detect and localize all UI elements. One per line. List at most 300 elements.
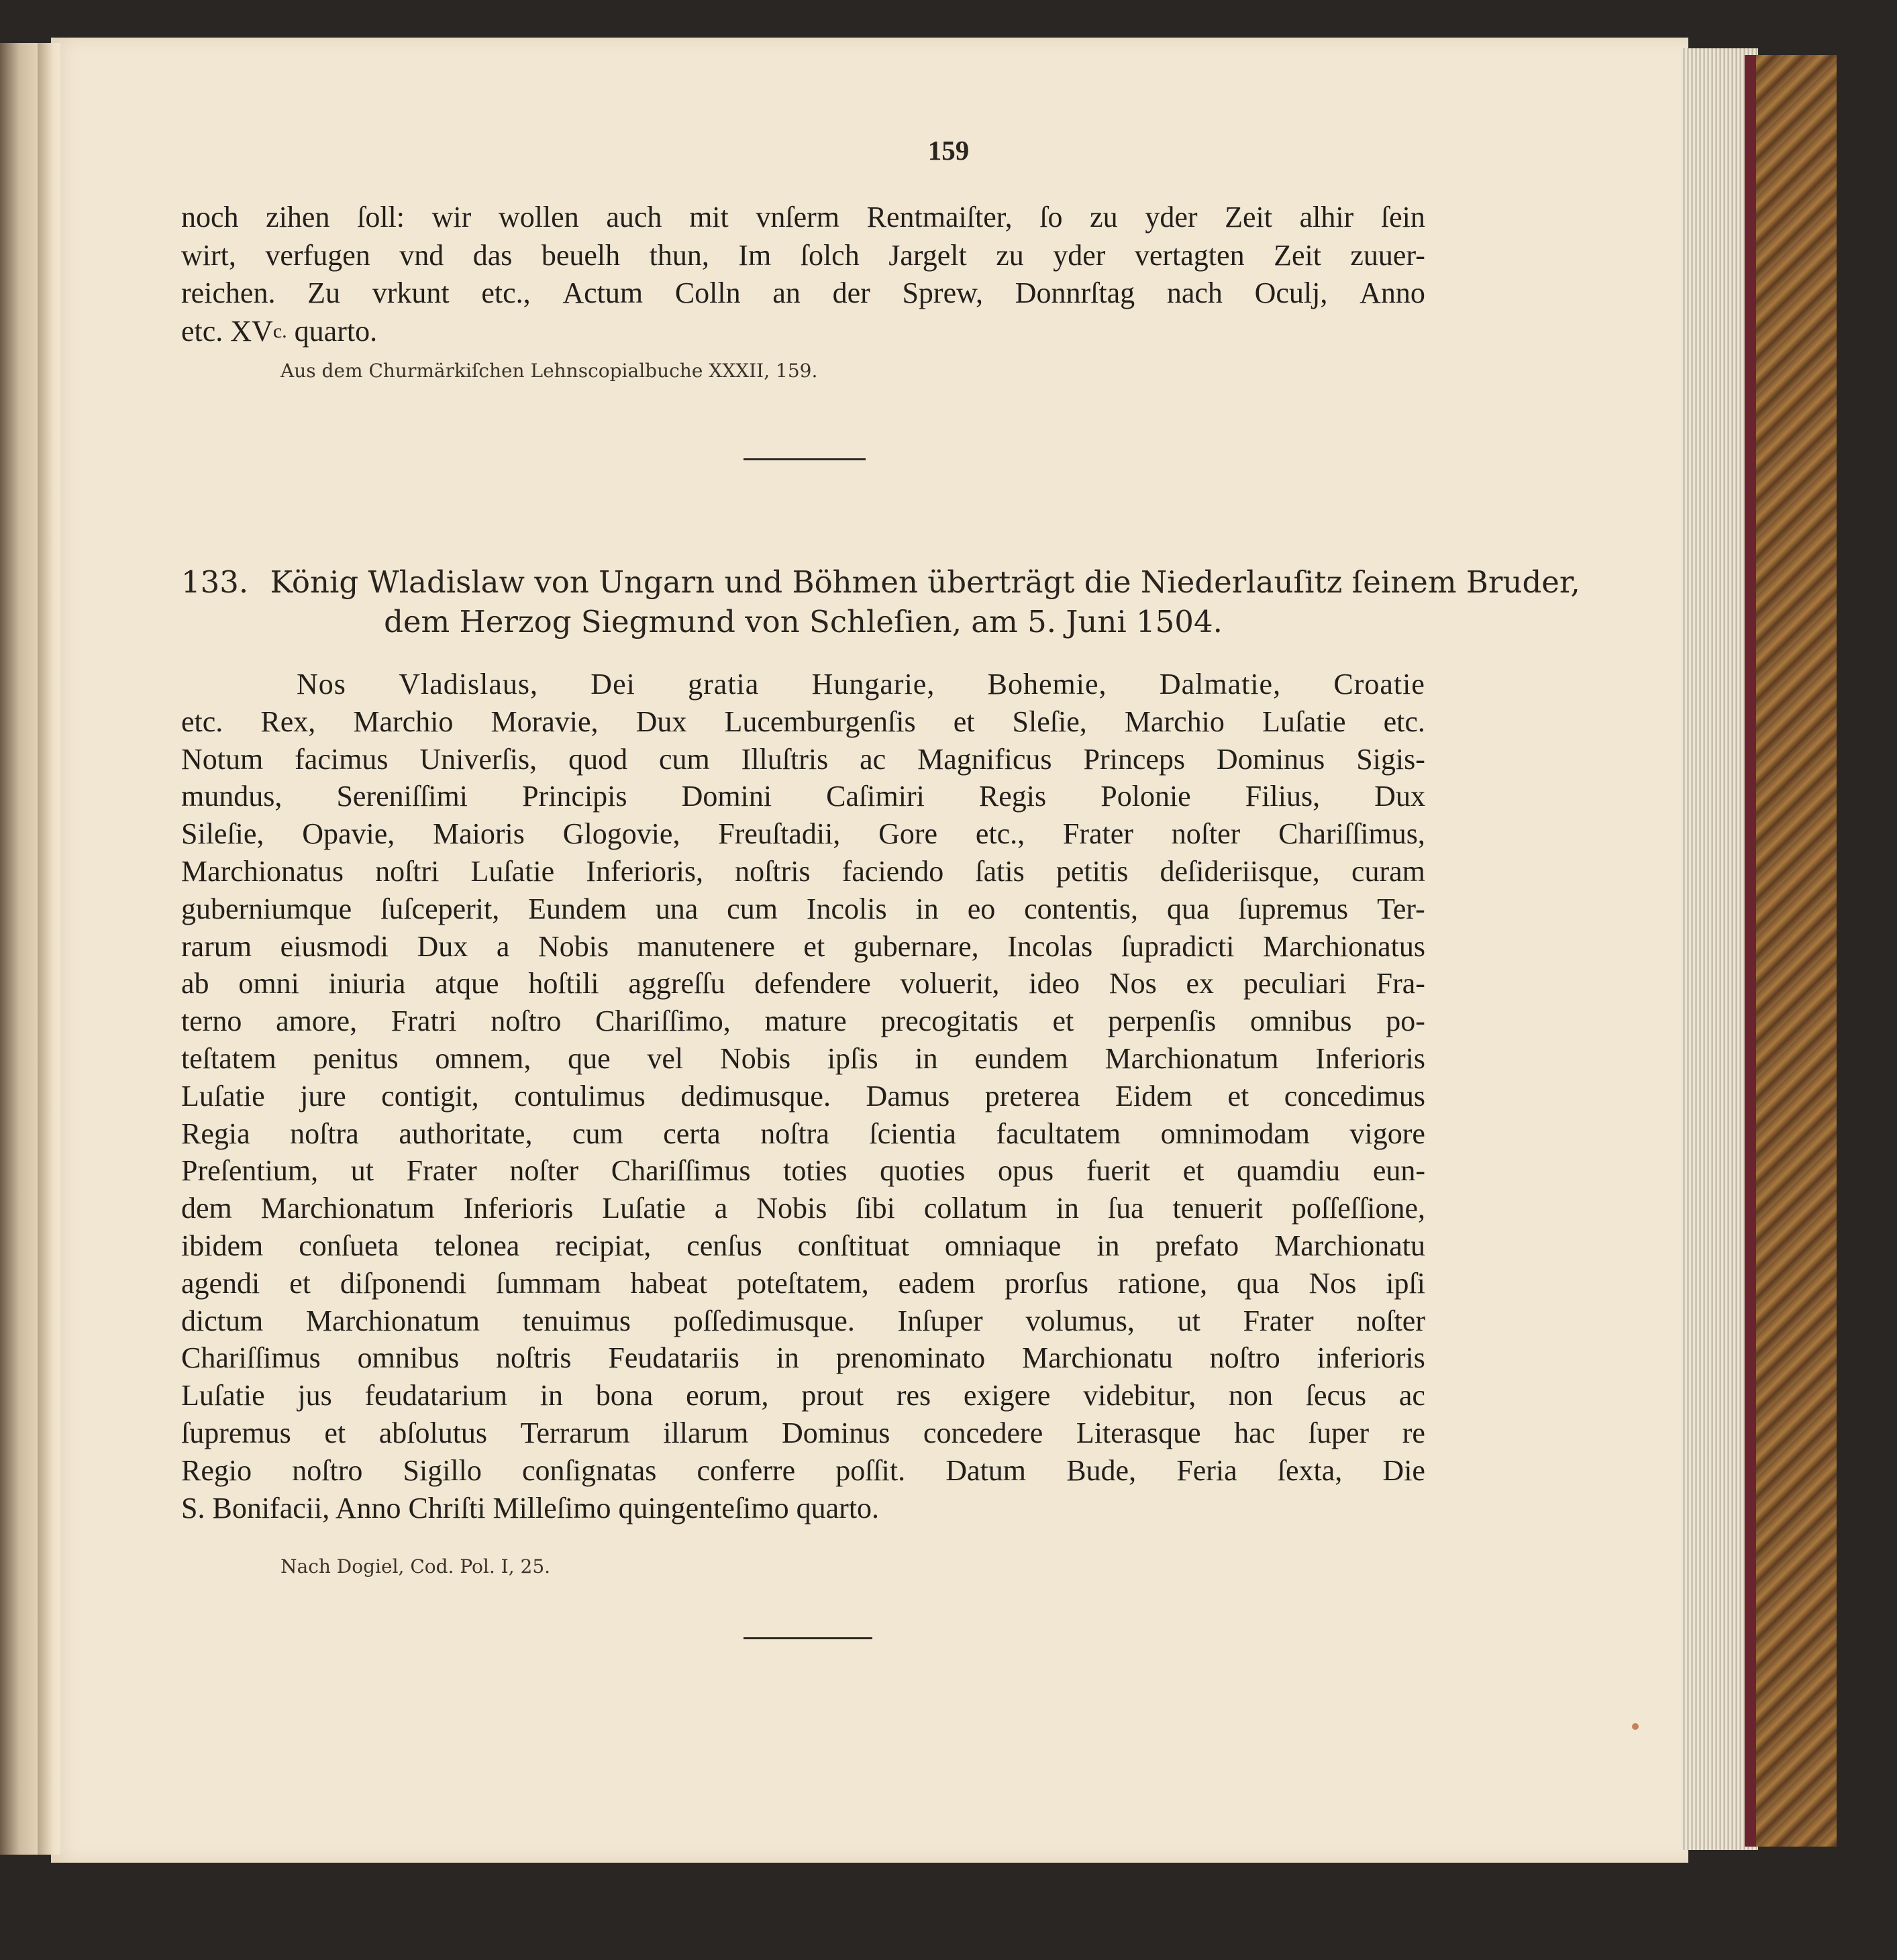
word: Frater: [406, 1154, 477, 1188]
word: noſter: [1171, 817, 1241, 851]
word: Luſatie: [1262, 705, 1346, 738]
word: Bude,: [1066, 1453, 1137, 1487]
word: noſter: [509, 1154, 579, 1188]
word: Feria: [1176, 1453, 1237, 1487]
word: Regis: [978, 780, 1047, 813]
word: telonea: [434, 1229, 520, 1262]
text-line: [181, 965, 1425, 1002]
word: Sleſie,: [1012, 705, 1087, 738]
text-line: [181, 1040, 1425, 1078]
word: poſſedimusque.: [673, 1304, 855, 1337]
text-line: [181, 199, 1425, 237]
word: Jargelt: [888, 238, 967, 272]
word: exigere: [963, 1379, 1051, 1412]
word: etc.: [1383, 705, 1425, 738]
marbled-cover: [1756, 55, 1837, 1847]
word: omnibus: [1249, 1004, 1352, 1038]
word: Opavie,: [302, 817, 395, 851]
word: gratia: [688, 668, 760, 701]
word: authoritate,: [399, 1117, 533, 1150]
word: ac: [1398, 1379, 1425, 1412]
word: ac: [860, 742, 886, 776]
word: illarum: [663, 1416, 749, 1449]
word: Dei: [591, 668, 635, 701]
word: reichen.: [181, 276, 276, 309]
word: omniaque: [944, 1229, 1062, 1262]
word: deſideriisque,: [1160, 854, 1320, 888]
word: Damus: [866, 1079, 950, 1113]
word: Sereniſſimi: [336, 780, 468, 813]
word: Gore: [878, 817, 938, 851]
word: Inferioris: [463, 1192, 574, 1225]
word: atque: [435, 967, 499, 1000]
word: tenuerit: [1172, 1192, 1263, 1225]
word: poteſtatem,: [737, 1266, 869, 1300]
text-line: [181, 1002, 1425, 1040]
text-fragment: quarto.: [287, 314, 378, 348]
word: ſua: [1107, 1192, 1144, 1225]
word: volumus,: [1025, 1304, 1135, 1337]
word: eadem: [898, 1266, 976, 1300]
word: Donnrſtag: [1015, 276, 1135, 309]
word: mundus,: [181, 780, 283, 813]
word: ibidem: [181, 1229, 264, 1262]
word: a: [714, 1192, 728, 1225]
word: das: [472, 238, 513, 272]
document-heading: [181, 562, 1580, 641]
word: diſponendi: [340, 1266, 467, 1300]
word: Moravie,: [491, 705, 599, 738]
word: mature: [764, 1004, 847, 1038]
word: Fra-: [1376, 967, 1425, 1000]
word: Polonie: [1100, 780, 1191, 813]
text-line: [181, 1414, 1425, 1452]
word: non: [1228, 1379, 1273, 1412]
word: ſexta,: [1277, 1453, 1343, 1487]
word: yder: [1145, 201, 1198, 234]
word: contentis,: [1024, 892, 1139, 925]
word: manutenere: [637, 929, 775, 963]
word: Dominus: [781, 1416, 890, 1449]
word: et: [289, 1266, 311, 1300]
word: Chariſſimus: [611, 1154, 751, 1188]
page-number: 159: [927, 135, 970, 166]
text-line: [181, 928, 1425, 966]
word: eundem: [974, 1041, 1068, 1075]
word: Marchionatum: [1105, 1041, 1279, 1075]
word: jure: [300, 1079, 346, 1113]
word: Inferioris: [1315, 1041, 1425, 1075]
word: facimus: [295, 742, 389, 776]
word: abſolutus: [378, 1416, 488, 1449]
previous-page-edge: [0, 43, 43, 1855]
word: Chariſſimus: [181, 1341, 321, 1375]
word: tenuimus: [522, 1304, 631, 1337]
word: jus: [297, 1379, 332, 1412]
word: Marchionatum: [305, 1304, 480, 1337]
word: ſatis: [975, 854, 1025, 888]
word: cum: [727, 892, 778, 925]
word: omni: [238, 967, 299, 1000]
book-gutter: [38, 43, 60, 1855]
word: et: [1052, 1004, 1074, 1038]
word: rarum: [181, 929, 252, 963]
word: noſtris: [496, 1341, 572, 1375]
word: Univerſis,: [419, 742, 537, 776]
word: prout: [801, 1379, 864, 1412]
word: Regia: [181, 1117, 250, 1150]
word: et: [803, 929, 825, 963]
word: noſter: [1356, 1304, 1425, 1337]
word: Dux: [635, 705, 687, 738]
word: ſuper: [1308, 1416, 1370, 1449]
word: una: [655, 892, 699, 925]
word: Sigillo: [403, 1453, 482, 1487]
word: Marchionatus: [181, 854, 344, 888]
word: noſtris: [735, 854, 811, 888]
word: curam: [1351, 854, 1425, 888]
word: inferioris: [1317, 1341, 1425, 1375]
word: Marchio: [1124, 705, 1225, 738]
word: Incolis: [806, 892, 887, 925]
word: vnd: [399, 238, 444, 272]
word: Nos: [1309, 1266, 1357, 1300]
word: Luſatie: [470, 854, 555, 888]
document-title-2: dem Herzog Siegmund von Schleſien, am 5. Juni 1504.: [384, 604, 1223, 639]
prior-document-text: [181, 199, 1425, 350]
word: Luſatie: [181, 1379, 265, 1412]
word: videbitur,: [1083, 1379, 1196, 1412]
word: Domini: [681, 780, 772, 813]
word: Literasque: [1076, 1416, 1201, 1449]
word: Marchionatum: [260, 1192, 435, 1225]
word: mit: [689, 201, 729, 234]
text-line: [181, 1377, 1425, 1414]
word: re: [1402, 1416, 1425, 1449]
word: Colln: [674, 276, 741, 309]
word: zihen: [266, 201, 330, 234]
word: Die: [1382, 1453, 1425, 1487]
word: contigit,: [381, 1079, 479, 1113]
word: ſoll:: [357, 201, 405, 234]
word: Principis: [522, 780, 627, 813]
text-line: [181, 1078, 1425, 1115]
word: Zu: [307, 276, 341, 309]
word: conſignatas: [522, 1453, 657, 1487]
document-title-1: König Wladislaw von Ungarn und Böhmen überträgt die Niederlauſitz ſeinem Bruder,: [270, 564, 1580, 600]
word: an: [772, 276, 801, 309]
word: Nobis: [537, 929, 609, 963]
word: Im: [738, 238, 772, 272]
word: etc.: [181, 705, 223, 738]
word: Chariſſimus,: [1278, 817, 1425, 851]
word: eorum,: [686, 1379, 769, 1412]
word: noſtro: [292, 1453, 363, 1487]
word: concedimus: [1284, 1079, 1425, 1113]
word: Rex,: [260, 705, 316, 738]
word: aggreſſu: [628, 967, 725, 1000]
word: thun,: [649, 238, 709, 272]
word: ſuſceperit,: [380, 892, 500, 925]
word: et: [953, 705, 975, 738]
word: toties: [783, 1154, 848, 1188]
word: Nobis: [756, 1192, 827, 1225]
document-source-note: Nach Dogiel, Cod. Pol. I, 25.: [280, 1555, 551, 1578]
word: Bohemie,: [987, 668, 1107, 701]
word: Sigis-: [1356, 742, 1425, 776]
word: Dominus: [1216, 742, 1325, 776]
word: in: [776, 1341, 799, 1375]
word: penitus: [313, 1041, 399, 1075]
word: Zeit: [1225, 201, 1272, 234]
word: vel: [647, 1041, 684, 1075]
word: contulimus: [514, 1079, 646, 1113]
word: der: [832, 276, 870, 309]
word: verfugen: [265, 238, 370, 272]
text-line: [181, 1339, 1425, 1377]
word: omnimodam: [1160, 1117, 1311, 1150]
word: Dux: [417, 929, 468, 963]
word: noſtri: [375, 854, 440, 888]
word: quod: [568, 742, 628, 776]
word: et: [1182, 1154, 1204, 1188]
word: yder: [1053, 238, 1106, 272]
text-line: [181, 237, 1425, 275]
word: Rentmaiſter,: [866, 201, 1013, 234]
word: recipiat,: [555, 1229, 652, 1262]
word: noſtro: [491, 1004, 562, 1038]
word: preterea: [984, 1079, 1080, 1113]
word: in: [540, 1379, 564, 1412]
word: ſein: [1380, 201, 1425, 234]
word: ſcientia: [869, 1117, 956, 1150]
word: Caſimiri: [826, 780, 925, 813]
text-fragment: etc. XV: [181, 314, 273, 348]
word: in: [915, 892, 939, 925]
word: peculiari: [1243, 967, 1347, 1000]
text-line: [181, 778, 1425, 815]
word: Chariſſimo,: [595, 1004, 731, 1038]
word: cenſus: [686, 1229, 762, 1262]
word: ſibi: [856, 1192, 895, 1225]
word: quamdiu: [1237, 1154, 1341, 1188]
word: vrkunt: [372, 276, 450, 309]
text-line: [181, 274, 1425, 313]
text-line: [181, 1302, 1425, 1340]
word: noſtra: [290, 1117, 359, 1150]
text-line: [181, 1227, 1425, 1265]
word: Eidem: [1115, 1079, 1192, 1113]
word: collatum: [923, 1192, 1027, 1225]
word: ſecus: [1305, 1379, 1367, 1412]
heading-line-1: [181, 562, 1580, 602]
text-line: [181, 1115, 1425, 1153]
word: etc.,: [975, 817, 1025, 851]
word: Nos: [297, 668, 346, 701]
word: voluerit,: [900, 967, 1000, 1000]
word: agendi: [181, 1266, 260, 1300]
word: Anno: [1360, 276, 1425, 309]
word: Sileſie,: [181, 817, 264, 851]
word: Datum: [945, 1453, 1027, 1487]
word: perpenſis: [1107, 1004, 1217, 1038]
word: poſſit.: [835, 1453, 906, 1487]
word: zu: [1090, 201, 1118, 234]
word: qua: [1237, 1266, 1280, 1300]
word: hoſtili: [528, 967, 599, 1000]
text-line: [181, 815, 1425, 853]
word: Frater: [1062, 817, 1133, 851]
word: dictum: [181, 1304, 264, 1337]
word: Notum: [181, 742, 264, 776]
word: ut: [350, 1154, 374, 1188]
word: Zeit: [1274, 238, 1321, 272]
word: zu: [996, 238, 1024, 272]
word: Vladislaus,: [399, 668, 538, 701]
word: conſueta: [299, 1229, 399, 1262]
word: prorſus: [1005, 1266, 1089, 1300]
word: defendere: [754, 967, 871, 1000]
word: Marchionatus: [1263, 929, 1425, 963]
word: ſupremus: [181, 1416, 291, 1449]
word: vertagten: [1134, 238, 1245, 272]
text-line: [181, 666, 1425, 703]
word: et: [324, 1416, 346, 1449]
word: feudatarium: [364, 1379, 508, 1412]
word: faciendo: [841, 854, 944, 888]
word: Ter-: [1377, 892, 1425, 925]
word: res: [896, 1379, 931, 1412]
word: Lucemburgenſis: [724, 705, 916, 738]
word: gubernare,: [853, 929, 979, 963]
word: Eundem: [528, 892, 627, 925]
text-line: S. Bonifacii, Anno Chriſti Milleſimo quingenteſimo quarto.: [181, 1491, 880, 1525]
word: fuerit: [1086, 1154, 1151, 1188]
word: Terrarum: [520, 1416, 630, 1449]
word: Frater: [1243, 1304, 1314, 1337]
word: Glogovie,: [562, 817, 680, 851]
word: noch: [181, 201, 239, 234]
word: dedimusque.: [680, 1079, 831, 1113]
word: Luſatie: [602, 1192, 686, 1225]
word: Marchionatu: [1022, 1341, 1173, 1375]
word: guberniumque: [181, 892, 352, 925]
word: certa: [663, 1117, 721, 1150]
word: qua: [1166, 892, 1210, 925]
word: Dalmatie,: [1159, 668, 1282, 701]
word: Luſatie: [181, 1079, 265, 1113]
word: conferre: [697, 1453, 796, 1487]
word: Maioris: [433, 817, 525, 851]
word: dem: [181, 1192, 232, 1225]
word: vigore: [1349, 1117, 1425, 1150]
word: eun-: [1372, 1154, 1425, 1188]
word: zuuer-: [1350, 238, 1425, 272]
text-line: [181, 313, 1425, 351]
word: teſtatem: [181, 1041, 276, 1075]
word: cum: [572, 1117, 623, 1150]
word: Inferioris,: [586, 854, 704, 888]
word: Incolas: [1007, 929, 1093, 963]
word: ratione,: [1117, 1266, 1208, 1300]
word: Actum: [562, 276, 644, 309]
word: cum: [658, 742, 710, 776]
separator-rule: [744, 458, 866, 460]
word: omnem,: [435, 1041, 531, 1075]
text-line: [181, 741, 1425, 778]
word: ab: [181, 967, 209, 1000]
word: petitis: [1056, 854, 1129, 888]
word: beuelh: [541, 238, 621, 272]
word: vnſerm: [756, 201, 840, 234]
text-line: [181, 1452, 1425, 1490]
document-body: [181, 666, 1425, 1527]
word: ut: [1177, 1304, 1200, 1337]
word: Nos: [1109, 967, 1157, 1000]
word: auch: [606, 201, 662, 234]
word: opus: [997, 1154, 1054, 1188]
word: bona: [595, 1379, 654, 1412]
word: in: [915, 1041, 938, 1075]
word: amore,: [276, 1004, 358, 1038]
word: poſſeſſione,: [1291, 1192, 1425, 1225]
word: Oculj,: [1254, 276, 1328, 309]
word: terno: [181, 1004, 242, 1038]
word: ſupradicti: [1121, 929, 1235, 963]
word: noſtro: [1209, 1341, 1280, 1375]
word: et: [1227, 1079, 1249, 1113]
ink-spot: [1632, 1723, 1639, 1730]
end-rule: [744, 1637, 872, 1639]
word: alhir: [1299, 201, 1354, 234]
text-line: [181, 1190, 1425, 1227]
word: ſo: [1039, 201, 1063, 234]
word: habeat: [630, 1266, 708, 1300]
document-number: 133.: [181, 564, 249, 600]
word: Hungarie,: [811, 668, 935, 701]
word: Nobis: [719, 1041, 791, 1075]
word: ex: [1186, 967, 1215, 1000]
prior-source-note: Aus dem Churmärkiſchen Lehnscopialbuche XXXII, 159.: [280, 360, 818, 382]
word: etc.,: [481, 276, 531, 309]
word: wollen: [498, 201, 579, 234]
word: prenominato: [835, 1341, 986, 1375]
word: ipſis: [827, 1041, 878, 1075]
word: facultatem: [996, 1117, 1121, 1150]
word: quoties: [880, 1154, 966, 1188]
word: que: [568, 1041, 611, 1075]
text-line: [181, 890, 1425, 928]
word: Marchionatu: [1274, 1229, 1425, 1262]
word: po-: [1386, 1004, 1425, 1038]
word: Princeps: [1083, 742, 1185, 776]
word: conſtituat: [797, 1229, 909, 1262]
word: concedere: [923, 1416, 1043, 1449]
word: Feudatariis: [608, 1341, 739, 1375]
word: Freuſtadii,: [718, 817, 841, 851]
word: omnibus: [357, 1341, 460, 1375]
text-line: [181, 703, 1425, 741]
word: Sprew,: [902, 276, 984, 309]
word: Illuſtris: [741, 742, 829, 776]
word: Croatie: [1333, 668, 1425, 701]
superscript: c.: [272, 319, 287, 342]
word: Preſentium,: [181, 1154, 319, 1188]
word: ipſi: [1386, 1266, 1425, 1300]
word: a: [496, 929, 510, 963]
word: ſummam: [495, 1266, 601, 1300]
word: wirt,: [181, 238, 236, 272]
